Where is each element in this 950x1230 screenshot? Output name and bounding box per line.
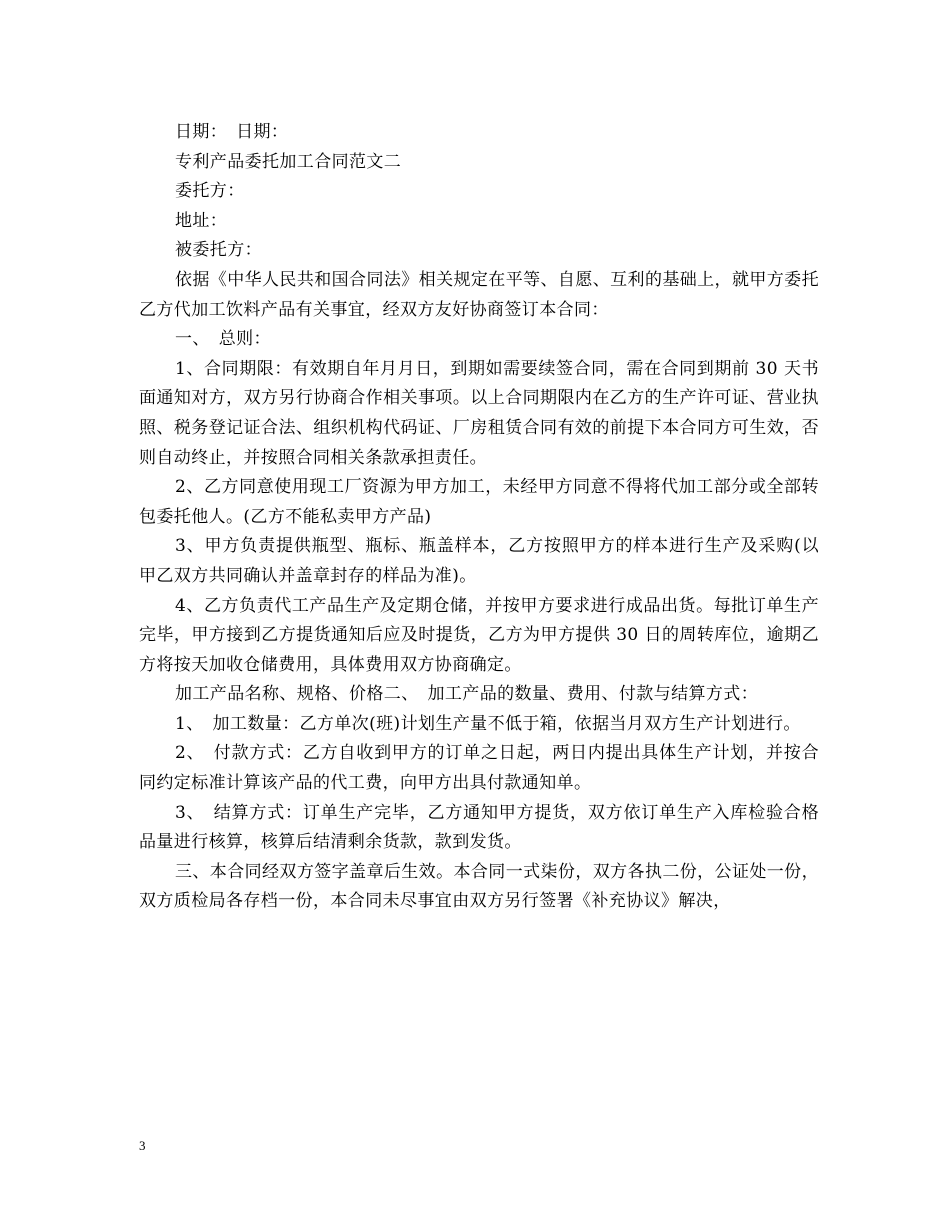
- clause-quantity: 1、 加工数量：乙方单次(班)计划生产量不低于箱，依据当月双方生产计划进行。: [175, 713, 801, 734]
- contractor-field: 被委托方：: [175, 240, 262, 261]
- preamble-paragraph: 依据《中华人民共和国合同法》相关规定在平等、自愿、互利的基础上，就甲方委托乙方代加工饮料产品有关事宜，经双方友好协商签订本合同：: [139, 269, 819, 320]
- date-line: 日期： 日期：: [175, 122, 289, 142]
- document-title: 专利产品委托加工合同范文二: [175, 151, 402, 172]
- section-heading-general: 一、 总则：: [175, 329, 271, 350]
- section-heading-quantity-payment: 加工产品名称、规格、价格二、 加工产品的数量、费用、付款与结算方式：: [175, 684, 759, 705]
- clause-settlement: 3、 结算方式：订单生产完毕，乙方通知甲方提货，双方依订单生产入库检验合格品量进行核算，核算后结清剩余货款，款到发货。: [139, 802, 819, 853]
- clause-payment: 2、 付款方式：乙方自收到甲方的订单之日起，两日内提出具体生产计划，并按合同约定标准计算该产品的代工费，向甲方出具付款通知单。: [139, 743, 819, 794]
- clause-storage: 4、乙方负责代工产品生产及定期仓储，并按甲方要求进行成品出货。每批订单生产完毕，甲方接到乙方提货通知后应及时提货，乙方为甲方提供 30 日的周转库位，逾期乙方将按天加收仓储费用，具体费用双方协商确定。: [139, 595, 819, 675]
- clause-samples: 3、甲方负责提供瓶型、瓶标、瓶盖样本，乙方按照甲方的样本进行生产及采购(以甲乙双方共同确认并盖章封存的样品为准)。: [139, 536, 819, 586]
- clause-factory-resources: 2、乙方同意使用现工厂资源为甲方加工，未经甲方同意不得将代加工部分或全部转包委托他人。(乙方不能私卖甲方产品): [139, 477, 819, 527]
- clause-contract-term: 1、合同期限：有效期自年月月日，到期如需要续签合同，需在合同到期前 30 天书面通知对方，双方另行协商合作相关事项。以上合同期限内在乙方的生产许可证、营业执照、税务登记证合法、组织机构代码证、厂房租赁合同有效的前提下本合同方可生效，否则自动终止，并按照合同相关条款承担责任。: [139, 358, 819, 468]
- client-field: 委托方：: [175, 181, 245, 202]
- clause-effectiveness: 三、本合同经双方签字盖章后生效。本合同一式柒份，双方各执二份，公证处一份，双方质检局各存档一份，本合同未尽事宜由双方另行签署《补充协议》解决，: [139, 861, 819, 912]
- address-field: 地址：: [175, 210, 228, 231]
- page-number: 3: [139, 1138, 146, 1153]
- document-body: [139, 118, 819, 917]
